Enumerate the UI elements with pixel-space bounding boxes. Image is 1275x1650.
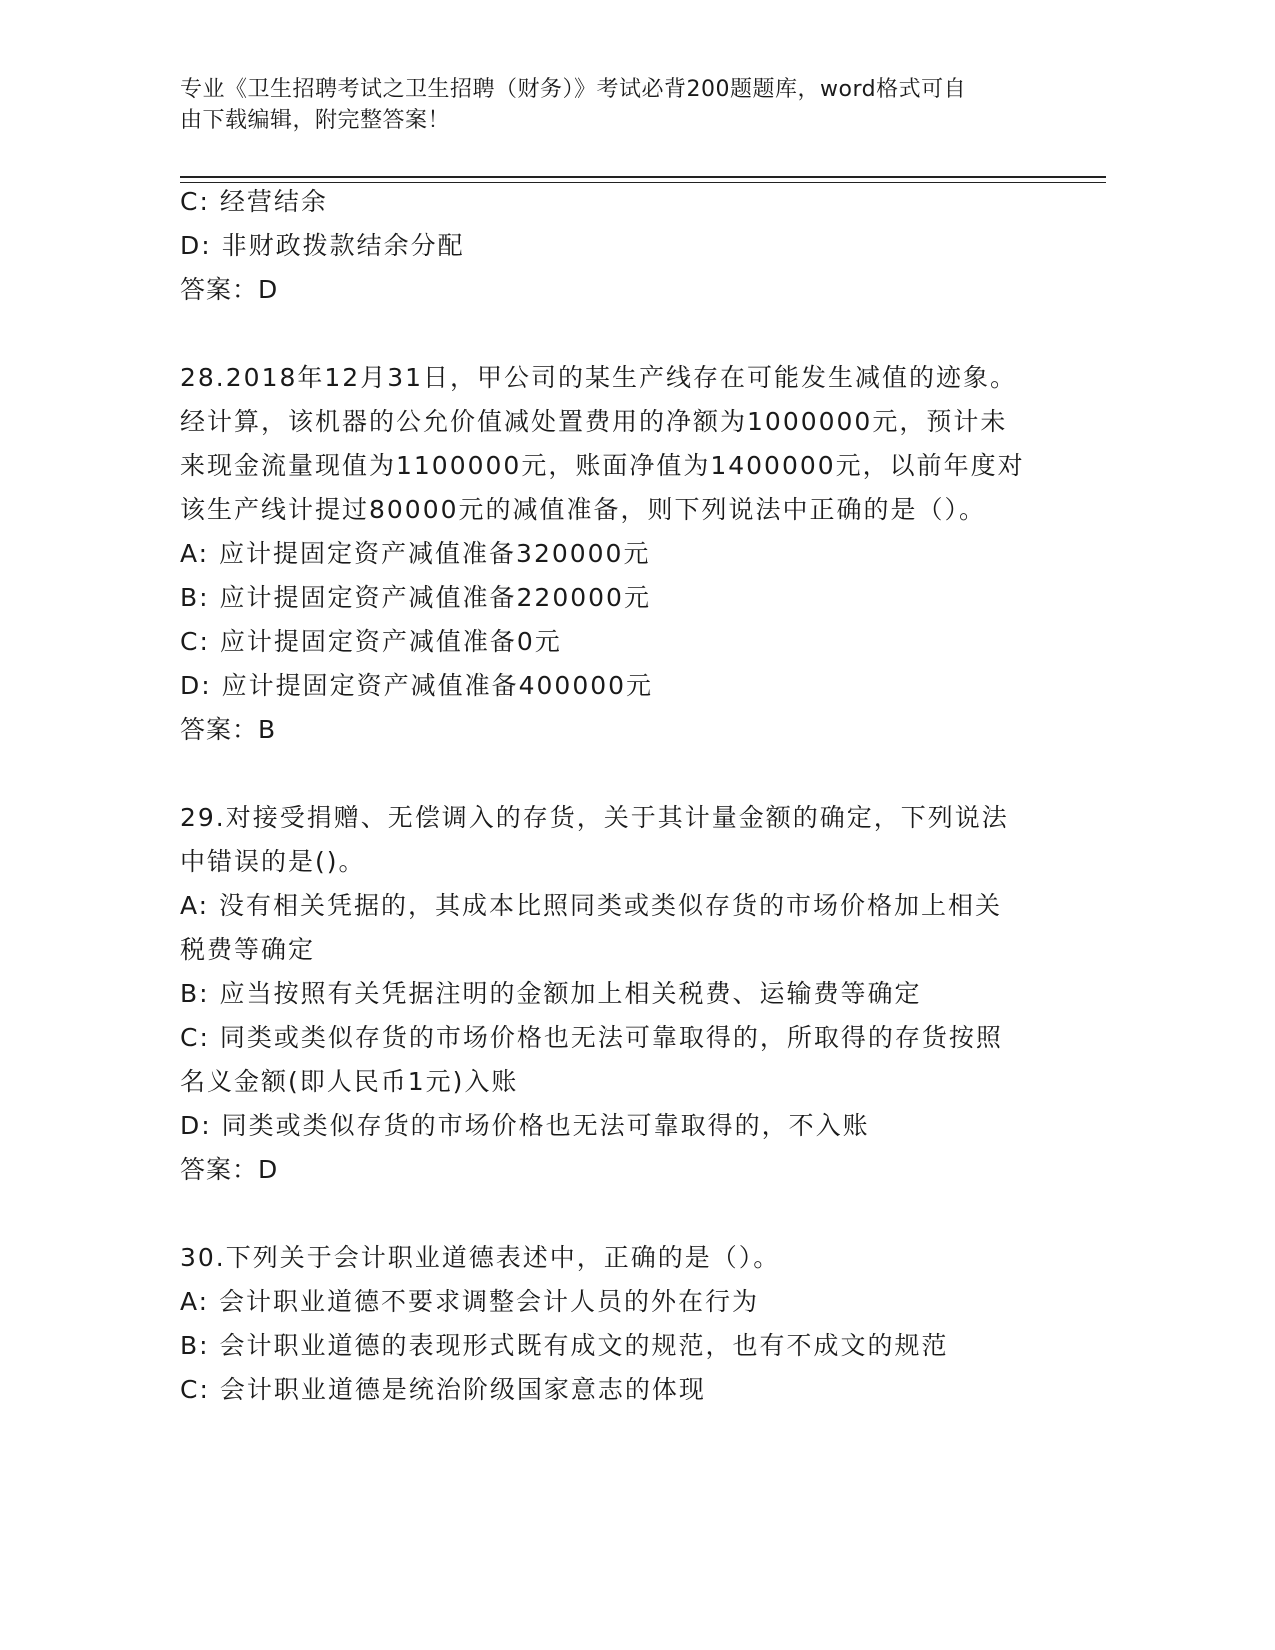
option-c-continued: 名义金额(即人民币1元)入账: [180, 1067, 519, 1096]
option-b: B: 应计提固定资产减值准备220000元: [180, 583, 651, 612]
spacer: [180, 1192, 1040, 1236]
option-c: C: 经营结余: [180, 187, 328, 216]
question-stem: 29.对接受捐赠、无偿调入的存货，关于其计量金额的确定，下列说法: [180, 803, 1009, 832]
question-30: [180, 1236, 1040, 1412]
option-c: C: 同类或类似存货的市场价格也无法可靠取得的，所取得的存货按照: [180, 1023, 1003, 1052]
page-header: [180, 74, 1060, 136]
header-line-1: 专业《卫生招聘考试之卫生招聘（财务）》考试必背200题题库，word格式可自: [180, 77, 967, 102]
option-c: C: 应计提固定资产减值准备0元: [180, 627, 562, 656]
question-29: [180, 796, 1040, 1192]
option-c: C: 会计职业道德是统治阶级国家意志的体现: [180, 1375, 706, 1404]
question-27-continued: [180, 180, 1040, 312]
option-a: A: 会计职业道德不要求调整会计人员的外在行为: [180, 1287, 760, 1316]
question-stem: 该生产线计提过80000元的减值准备，则下列说法中正确的是（）。: [180, 495, 987, 524]
question-stem: 经计算，该机器的公允价值减处置费用的净额为1000000元，预计未: [180, 407, 1008, 436]
question-stem: 28.2018年12月31日，甲公司的某生产线存在可能发生减值的迹象。: [180, 363, 1018, 392]
option-a-continued: 税费等确定: [180, 935, 316, 964]
question-stem: 来现金流量现值为1100000元，账面净值为1400000元，以前年度对: [180, 451, 1025, 480]
option-d: D: 非财政拨款结余分配: [180, 231, 465, 260]
option-a: A: 没有相关凭据的，其成本比照同类或类似存货的市场价格加上相关: [180, 891, 1003, 920]
option-d: D: 同类或类似存货的市场价格也无法可靠取得的，不入账: [180, 1111, 870, 1140]
question-28: [180, 356, 1040, 752]
header-divider-thick: [180, 176, 1106, 178]
question-stem: 中错误的是()。: [180, 847, 366, 876]
option-a: A: 应计提固定资产减值准备320000元: [180, 539, 651, 568]
header-line-2: 由下载编辑，附完整答案！: [180, 108, 451, 133]
question-stem: 30.下列关于会计职业道德表述中，正确的是（）。: [180, 1243, 781, 1272]
document-body: [180, 180, 1040, 1412]
answer: 答案：B: [180, 715, 277, 744]
answer: 答案：D: [180, 1155, 279, 1184]
spacer: [180, 312, 1040, 356]
option-d: D: 应计提固定资产减值准备400000元: [180, 671, 654, 700]
option-b: B: 应当按照有关凭据注明的金额加上相关税费、运输费等确定: [180, 979, 922, 1008]
spacer: [180, 752, 1040, 796]
answer: 答案：D: [180, 275, 279, 304]
option-b: B: 会计职业道德的表现形式既有成文的规范，也有不成文的规范: [180, 1331, 949, 1360]
